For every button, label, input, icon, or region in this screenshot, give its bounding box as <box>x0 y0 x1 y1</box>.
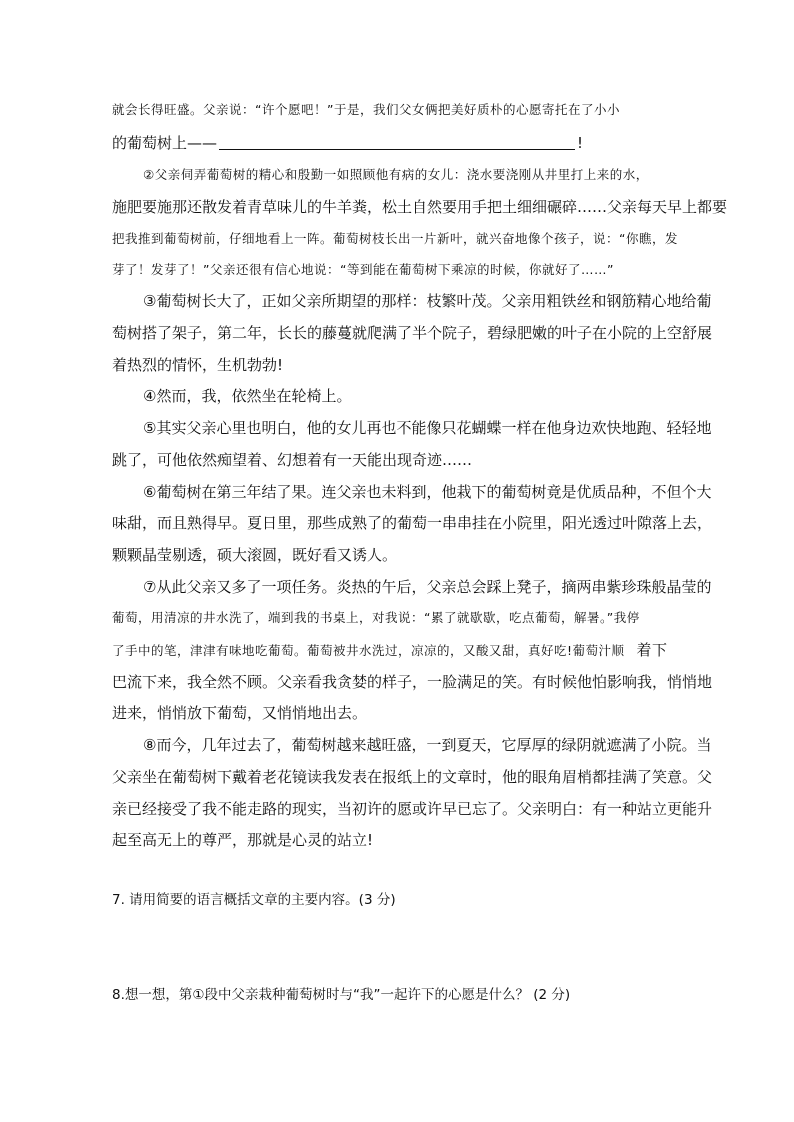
paragraph-line: 味甜，而且熟得早。夏日里，那些成熟了的葡萄一串串挂在小院里，阳光透过叶隙落上去， <box>112 514 713 532</box>
paragraph-line: 巴流下来，我全然不顾。父亲看我贪婪的样子，一脸满足的笑。有时候他怕影响我，悄悄地 <box>112 673 713 691</box>
paragraph-line: ⑤其实父亲心里也明白，他的女儿再也不能像只花蝴蝶一样在他身边欢快地跑、轻轻地 <box>143 419 712 437</box>
blank-suffix: ! <box>577 134 584 152</box>
paragraph-line: 就会长得旺盛。父亲说：“许个愿吧！”于是，我们父女俩把美好质朴的心愿寄托在了小小 <box>112 102 620 117</box>
paragraph-line: 葡萄，用清凉的井水洗了，端到我的书桌上，对我说：“累了就歇歇，吃点葡萄，解暑。”我停 <box>112 610 640 625</box>
paragraph-line <box>112 640 668 661</box>
paragraph-line: 父亲坐在葡萄树下戴着老花镜读我发表在报纸上的文章时，他的眼角眉梢都挂满了笑意。父 <box>112 768 713 786</box>
paragraph-line: 萄树搭了架子，第二年，长长的藤蔓就爬满了半个院子，碧绿肥嫩的叶子在小院的上空舒展 <box>112 324 713 342</box>
blank-prefix: 的葡萄树上—— <box>112 134 218 152</box>
question-7: 7. 请用简要的语言概括文章的主要内容。(3 分) <box>112 892 396 908</box>
paragraph-line: ③葡萄树长大了，正如父亲所期望的那样：枝繁叶茂。父亲用粗铁丝和钢筋精心地给葡 <box>143 292 712 310</box>
line-segment: 了手中的笔，津津有味地吃葡萄。葡萄被井水洗过，凉凉的，又酸又甜，真好吃!葡萄汁顺 <box>112 643 625 658</box>
paragraph-line: ②父亲伺弄葡萄树的精心和殷勤一如照顾他有病的女儿：浇水要浇刚从井里打上来的水， <box>143 167 649 182</box>
paragraph-line: 把我推到葡萄树前，仔细地看上一阵。葡萄树枝长出一片新叶，就兴奋地像个孩子，说：“你瞧，发 <box>112 231 678 246</box>
paragraph-line: 施肥要施那还散发着青草味儿的牛羊粪，松土自然要用手把土细细碾碎……父亲每天早上都要 <box>112 198 728 216</box>
paragraph-line: 跳了，可他依然痴望着、幻想着有一天能出现奇迹…… <box>112 451 473 469</box>
paragraph-line: 进来，悄悄放下葡萄，又悄悄地出去。 <box>112 704 368 722</box>
paragraph-line: ④然而，我，依然坐在轮椅上。 <box>143 387 352 405</box>
line-segment: 着下 <box>636 641 668 659</box>
paragraph-line-with-blank <box>112 133 583 153</box>
paragraph-line: ⑧而今，几年过去了，葡萄树越来越旺盛，一到夏天，它厚厚的绿阴就遮满了小院。当 <box>143 736 712 754</box>
paragraph-line: ⑦从此父亲又多了一项任务。炎热的午后，父亲总会踩上凳子，摘两串紫珍珠般晶莹的 <box>143 578 712 596</box>
paragraph-line: 着热烈的情怀，生机勃勃! <box>112 356 284 374</box>
paragraph-line: 亲已经接受了我不能走路的现实，当初许的愿或许早已忘了。父亲明白：有一种站立更能升 <box>112 800 713 818</box>
paragraph-line: 颗颗晶莹剔透，硕大滚圆，既好看又诱人。 <box>112 546 398 564</box>
question-8: 8.想一想，第①段中父亲栽种葡萄树时与“我”一起许下的心愿是什么？ (2 分) <box>112 987 571 1003</box>
paragraph-line: 起至高无上的尊严，那就是心灵的站立! <box>112 831 374 849</box>
answer-blank <box>219 135 575 150</box>
paragraph-line: 芽了！发芽了！”父亲还很有信心地说：“等到能在葡萄树下乘凉的时候，你就好了……” <box>112 262 614 277</box>
paragraph-line: ⑥葡萄树在第三年结了果。连父亲也未料到，他栽下的葡萄树竟是优质品种，不但个大 <box>143 483 712 501</box>
